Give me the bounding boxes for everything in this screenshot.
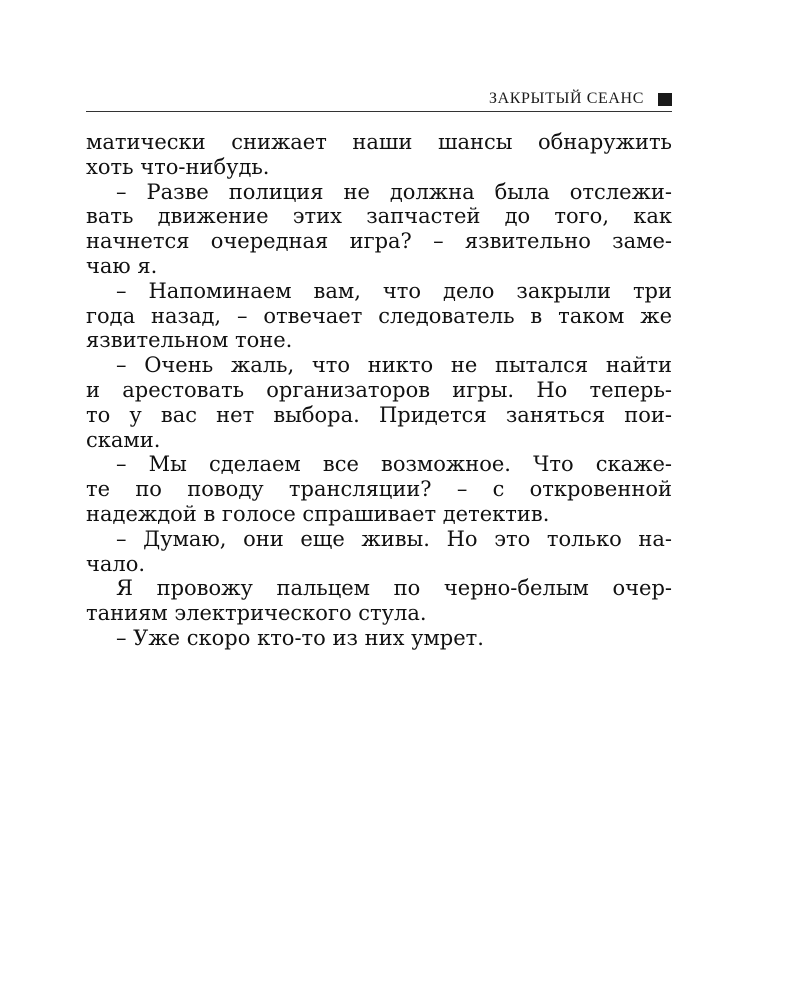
text-line: – Очень жаль, что никто не пытался найти [116,353,672,378]
text-line: матически снижает наши шансы обнаружить [86,130,672,154]
text-line: года назад, – отвечает следователь в таком же [86,303,672,328]
body-text [86,130,672,651]
text-line: – Уже скоро кто-то из них умрет. [116,625,484,650]
paragraph [86,576,672,626]
text-line: то у вас нет выбора. Придется заняться пои- [86,402,672,427]
text-line: и арестовать организаторов игры. Но теперь- [86,377,672,402]
header-rule [86,111,672,112]
text-line: вать движение этих запчастей до того, как [86,204,672,229]
paragraph [86,279,672,353]
text-line: хоть что-нибудь. [86,154,270,179]
paragraph [86,130,672,180]
text-line: надеждой в голосе спрашивает детектив. [86,501,550,526]
text-line: – Мы сделаем все возможное. Что скаже- [116,452,672,477]
text-line: язвительном тоне. [86,328,293,353]
text-line: – Напоминаем вам, что дело закрыли три [116,278,672,303]
text-line: Я провожу пальцем по черно-белым очер- [116,576,672,601]
text-line: те по поводу трансляции? – с откровенной [86,477,672,502]
paragraph [86,626,672,651]
text-line: таниям электрического стула. [86,601,427,626]
text-line: чаю я. [86,253,158,278]
text-line: – Думаю, они еще живы. Но это только на- [116,526,672,551]
paragraph [86,452,672,526]
paragraph [86,180,672,279]
running-head-title: ЗАКРЫТЫЙ СЕАНС [488,90,644,107]
running-head-square-marker [658,93,672,106]
paragraph [86,527,672,577]
running-head [86,88,672,110]
text-line: сками. [86,427,161,452]
text-line: чало. [86,551,146,576]
text-line: начнется очередная игра? – язвительно заме- [86,229,672,254]
text-line: – Разве полиция не должна была отслежи- [116,179,672,204]
paragraph [86,353,672,452]
